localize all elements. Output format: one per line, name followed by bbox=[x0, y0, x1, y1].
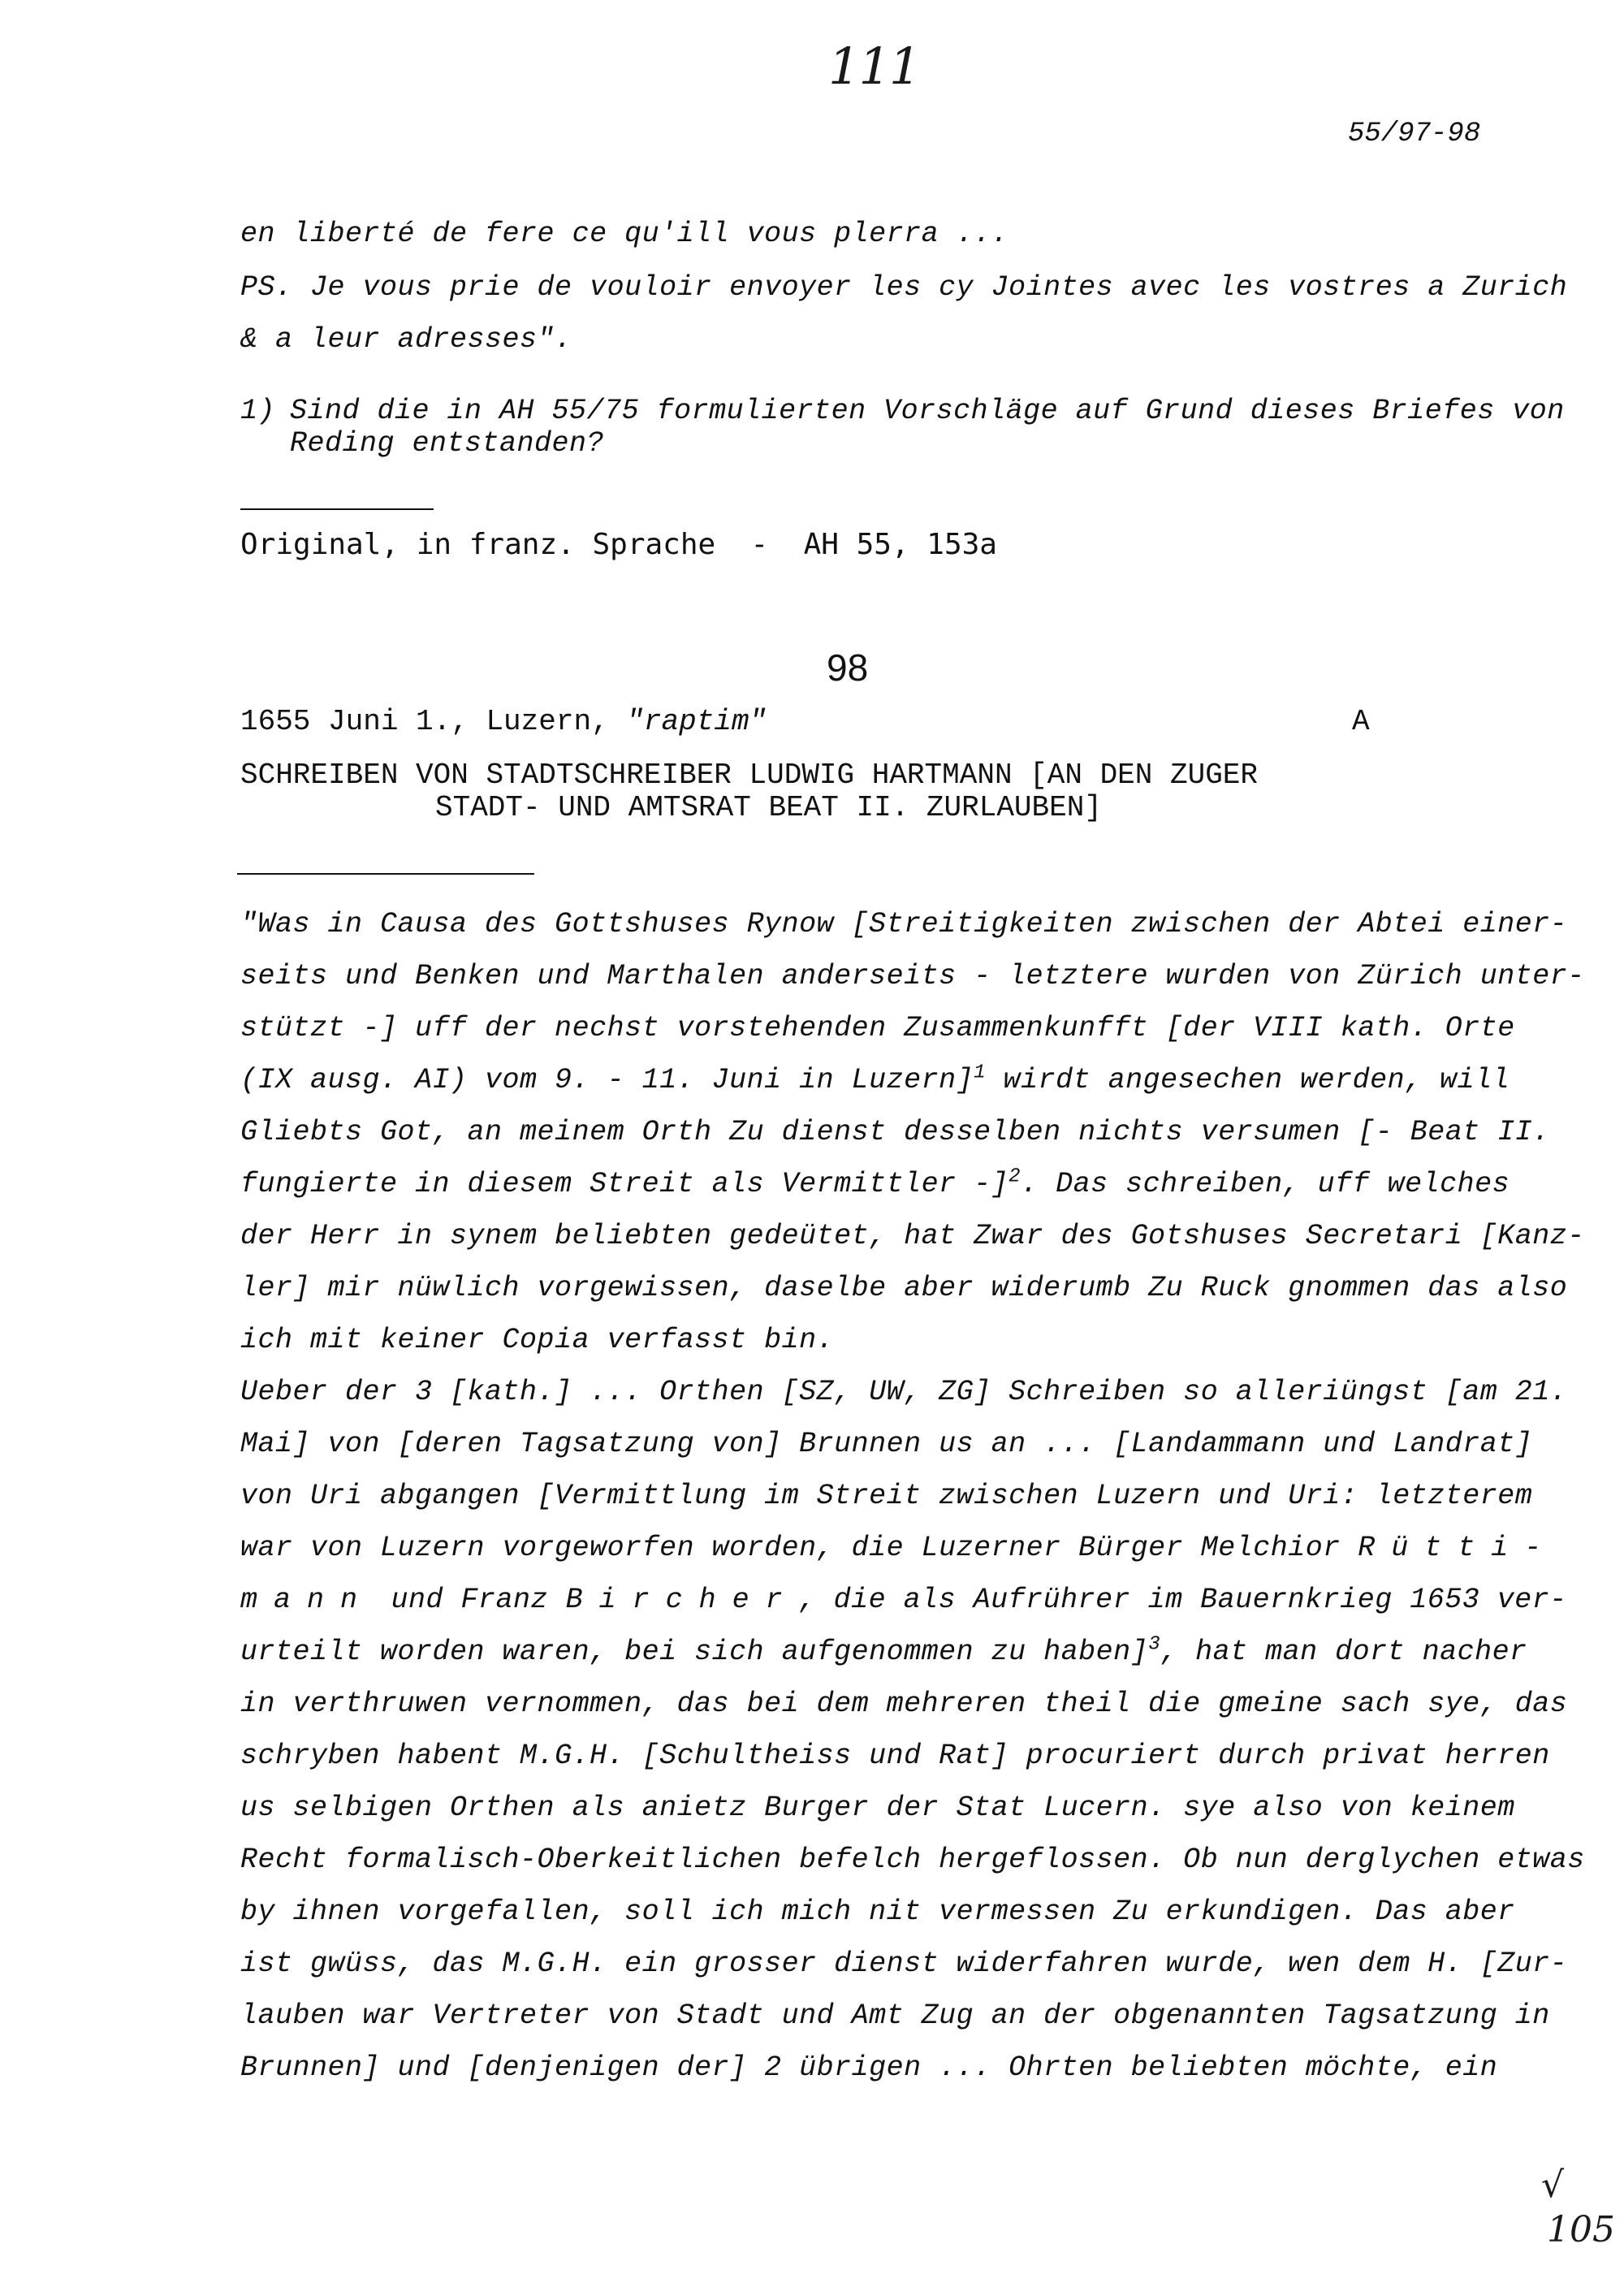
body-line: Recht formalisch-Oberkeitlichen befelch hergeflossen. Ob nun derglychen etwas bbox=[240, 1844, 1585, 1876]
body-text: wirdt angesechen werden, will bbox=[986, 1064, 1510, 1096]
body-text: urteilt worden waren, bei sich aufgenommen zu haben] bbox=[240, 1636, 1149, 1668]
body-line: "Was in Causa des Gottshuses Rynow [Streitigkeiten zwischen der Abtei einer- bbox=[240, 908, 1568, 940]
body-line: Ueber der 3 [kath.] ... Orthen [SZ, UW, ZG] Schreiben so alleriüngst [am 21. bbox=[240, 1376, 1568, 1408]
footnote-ref: 2 bbox=[1009, 1165, 1021, 1188]
body-line: lauben war Vertreter von Stadt und Amt Zug an der obgenannten Tagsatzung in bbox=[240, 1999, 1550, 2032]
body-text: fungierte in diesem Streit als Vermittler -] bbox=[240, 1168, 1009, 1200]
body-text: (IX ausg. AI) vom 9. - 11. Juni in Luzern] bbox=[240, 1064, 974, 1096]
footnote-ref: 1 bbox=[974, 1061, 987, 1084]
body-line bbox=[240, 1165, 1510, 1200]
body-line bbox=[240, 1584, 1567, 1616]
body-line: von Uri abgangen [Vermittlung im Streit zwischen Luzern und Uri: letzterem bbox=[240, 1480, 1533, 1512]
document-title-line: STADT- UND AMTSRAT BEAT II. ZURLAUBEN] bbox=[435, 791, 1102, 824]
archive-reference: 55/97-98 bbox=[1348, 119, 1481, 149]
body-line bbox=[240, 1061, 1510, 1096]
body-line: ler] mir nüwlich vorgewissen, daselbe aber widerumb Zu Ruck gnommen das also bbox=[240, 1272, 1568, 1304]
handwritten-page-number: 111 bbox=[828, 37, 920, 96]
document-title-line: SCHREIBEN VON STADTSCHREIBER LUDWIG HARTMANN [AN DEN ZUGER bbox=[240, 759, 1259, 792]
divider bbox=[240, 508, 434, 510]
body-line bbox=[240, 1633, 1527, 1668]
document-category: A bbox=[1352, 705, 1370, 738]
divider bbox=[237, 873, 534, 875]
check-mark: √ bbox=[1541, 2164, 1565, 2206]
body-line: ich mit keiner Copia verfasst bin. bbox=[240, 1324, 835, 1356]
date-place-text: 1655 Juni 1., Luzern, bbox=[240, 705, 627, 738]
carryover-line: en liberté de fere ce qu'ill vous plerra ... bbox=[240, 218, 1009, 250]
body-text: , die als Aufrührer im Bauernkrieg 1653 ver- bbox=[798, 1584, 1567, 1616]
body-line: in verthruwen vernommen, das bei dem mehreren theil die gmeine sach sye, das bbox=[240, 1688, 1568, 1720]
body-line: stützt -] uff der nechst vorstehenden Zusammenkunfft [der VIII kath. Orte bbox=[240, 1012, 1515, 1044]
body-line bbox=[240, 1532, 1557, 1564]
footnote-line: Sind die in AH 55/75 formulierten Vorschläge auf Grund dieses Briefes von bbox=[290, 395, 1565, 427]
body-text: . Das schreiben, uff welches bbox=[1021, 1168, 1510, 1200]
carryover-line: PS. Je vous prie de vouloir envoyer les cy Jointes avec les vostres a Zurich bbox=[240, 271, 1568, 304]
body-text: , hat man dort nacher bbox=[1160, 1636, 1527, 1668]
footnote-ref: 3 bbox=[1148, 1633, 1161, 1656]
body-line: Brunnen] und [denjenigen der] 2 übrigen ... Ohrten beliebten möchte, ein bbox=[240, 2051, 1498, 2084]
body-text: und Franz bbox=[374, 1584, 566, 1616]
body-line: schryben habent M.G.H. [Schultheiss und Rat] procuriert durch privat herren bbox=[240, 1740, 1550, 1772]
source-note: Original, in franz. Sprache - AH 55, 153a bbox=[240, 528, 997, 561]
body-text: war von Luzern vorgeworfen worden, die Luzerner Bürger Melchior bbox=[240, 1532, 1358, 1564]
handwritten-folio: 105 bbox=[1547, 2209, 1615, 2250]
spaced-name: mann bbox=[240, 1584, 374, 1616]
spaced-name: Rütti- bbox=[1358, 1532, 1558, 1564]
footnote-line: Reding entstanden? bbox=[290, 427, 605, 460]
date-note: "raptim" bbox=[626, 705, 767, 738]
date-place bbox=[240, 705, 767, 738]
body-line: Gliebts Got, an meinem Orth Zu dienst desselben nichts versumen [- Beat II. bbox=[240, 1116, 1550, 1148]
body-line: Mai] von [deren Tagsatzung von] Brunnen us an ... [Landammann und Landrat] bbox=[240, 1428, 1533, 1460]
spaced-name: Bircher bbox=[565, 1584, 799, 1616]
body-line: seits und Benken und Marthalen anderseits - letztere wurden von Zürich unter- bbox=[240, 960, 1585, 992]
carryover-line: & a leur adresses". bbox=[240, 323, 572, 356]
body-line: der Herr in synem beliebten gedeütet, hat Zwar des Gotshuses Secretari [Kanz- bbox=[240, 1220, 1585, 1252]
body-line: us selbigen Orthen als anietz Burger der Stat Lucern. sye also von keinem bbox=[240, 1792, 1515, 1824]
document-number: 98 bbox=[827, 646, 869, 689]
body-line: ist gwüss, das M.G.H. ein grosser dienst widerfahren wurde, wen dem H. [Zur- bbox=[240, 1948, 1568, 1980]
body-line: by ihnen vorgefallen, soll ich mich nit vermessen Zu erkundigen. Das aber bbox=[240, 1896, 1515, 1928]
footnote-marker: 1) bbox=[240, 395, 276, 427]
